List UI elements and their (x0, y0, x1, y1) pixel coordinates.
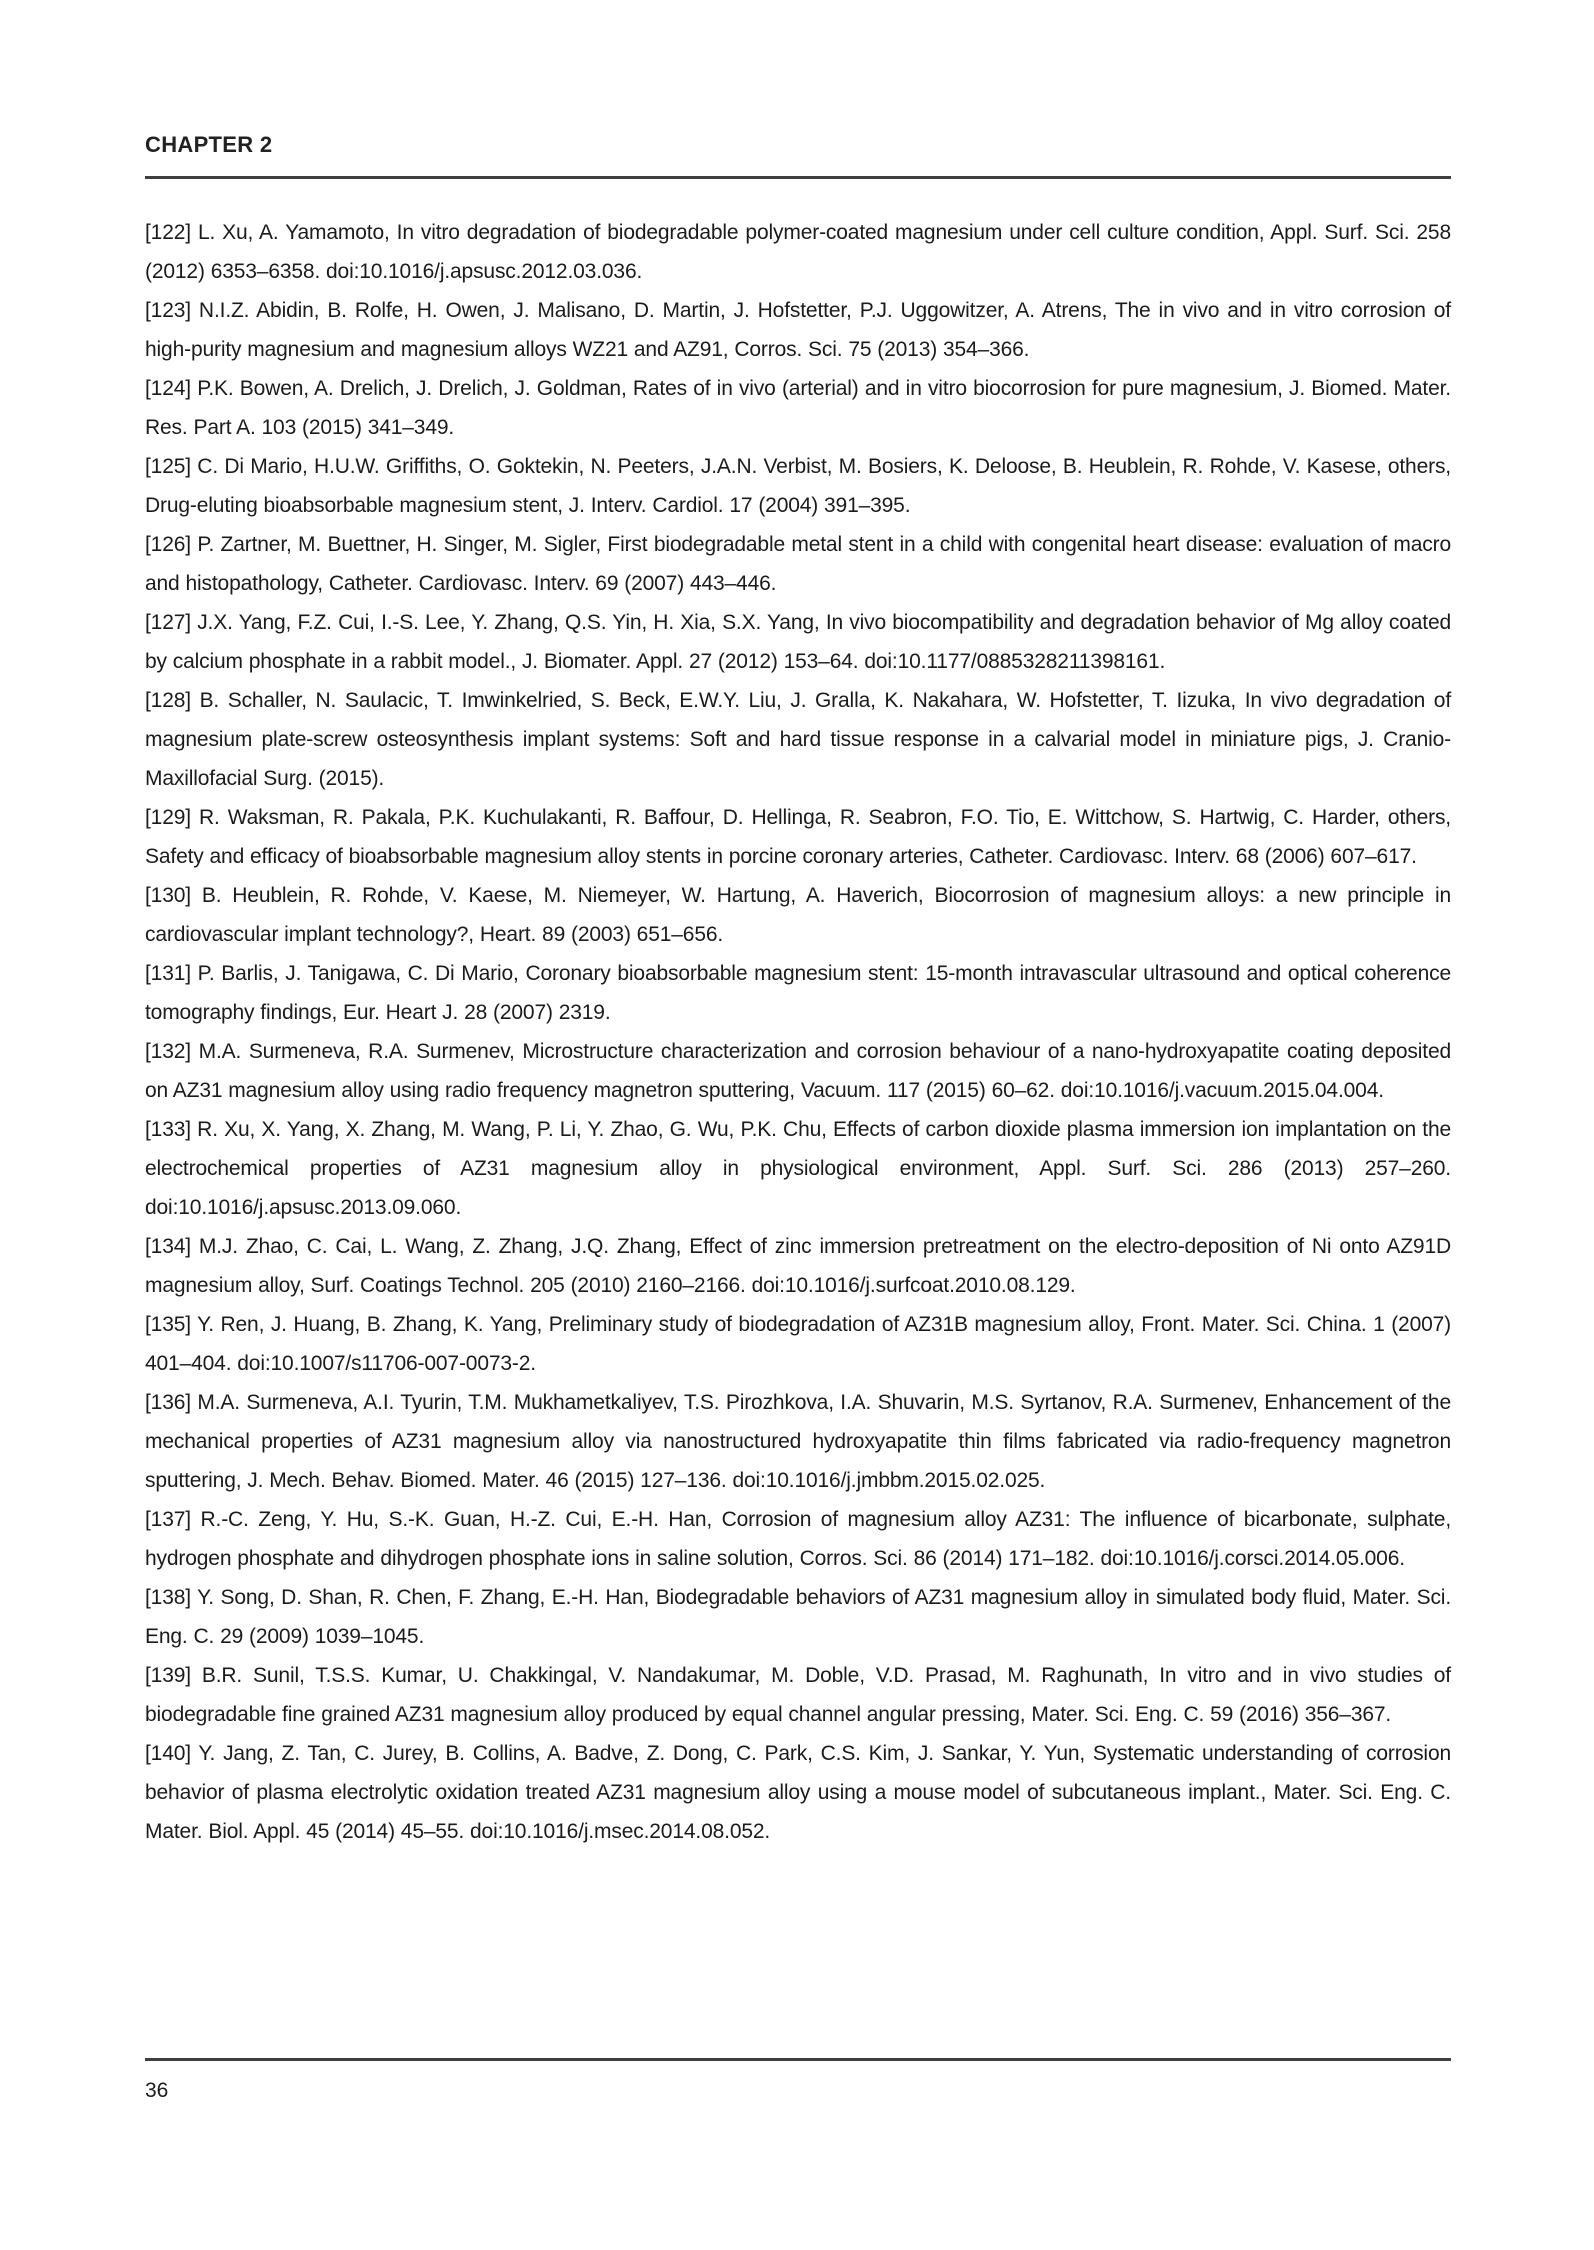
reference-item: [125] C. Di Mario, H.U.W. Griffiths, O. Goktekin, N. Peeters, J.A.N. Verbist, M. Bosiers, K. Deloose, B. Heublein, R. Rohde, V. Kasese, others, Drug-eluting bioabsorbable magnesium stent, J. Interv. Cardiol. 17 (2004) 391–395. (145, 455, 1451, 517)
chapter-header: CHAPTER 2 (145, 132, 273, 157)
reference-item: [135] Y. Ren, J. Huang, B. Zhang, K. Yang, Preliminary study of biodegradation of AZ31B magnesium alloy, Front. Mater. Sci. China. 1 (2007) 401–404. doi:10.1007/s11706-007-0073-2. (145, 1313, 1451, 1375)
reference-item: [134] M.J. Zhao, C. Cai, L. Wang, Z. Zhang, J.Q. Zhang, Effect of zinc immersion pretreatment on the electro-deposition of Ni onto AZ91D magnesium alloy, Surf. Coatings Technol. 205 (2010) 2160–2166. doi:10.1016/j.surfcoat.2010.08.129. (145, 1235, 1451, 1297)
reference-item: [140] Y. Jang, Z. Tan, C. Jurey, B. Collins, A. Badve, Z. Dong, C. Park, C.S. Kim, J. Sankar, Y. Yun, Systematic understanding of corrosion behavior of plasma electrolytic oxidation treated AZ31 magnesium alloy using a mouse model of subcutaneous implant., Mater. Sci. Eng. C. Mater. Biol. Appl. 45 (2014) 45–55. doi:10.1016/j.msec.2014.08.052. (145, 1742, 1451, 1843)
reference-item: [136] M.A. Surmeneva, A.I. Tyurin, T.M. Mukhametkaliyev, T.S. Pirozhkova, I.A. Shuvarin, M.S. Syrtanov, R.A. Surmenev, Enhancement of the mechanical properties of AZ31 magnesium alloy via nanostructured hydroxyapatite thin films fabricated via radio-frequency magnetron sputtering, J. Mech. Behav. Biomed. Mater. 46 (2015) 127–136. doi:10.1016/j.jmbbm.2015.02.025. (145, 1391, 1451, 1492)
reference-item: [132] M.A. Surmeneva, R.A. Surmenev, Microstructure characterization and corrosion behaviour of a nano-hydroxyapatite coating deposited on AZ31 magnesium alloy using radio frequency magnetron sputtering, Vacuum. 117 (2015) 60–62. doi:10.1016/j.vacuum.2015.04.004. (145, 1040, 1451, 1102)
page-number: 36 (145, 2079, 169, 2102)
reference-item: [122] L. Xu, A. Yamamoto, In vitro degradation of biodegradable polymer-coated magnesium under cell culture condition, Appl. Surf. Sci. 258 (2012) 6353–6358. doi:10.1016/j.apsusc.2012.03.036. (145, 221, 1451, 283)
reference-item: [124] P.K. Bowen, A. Drelich, J. Drelich, J. Goldman, Rates of in vivo (arterial) and in vitro biocorrosion for pure magnesium, J. Biomed. Mater. Res. Part A. 103 (2015) 341–349. (145, 377, 1451, 439)
reference-item: [137] R.-C. Zeng, Y. Hu, S.-K. Guan, H.-Z. Cui, E.-H. Han, Corrosion of magnesium alloy AZ31: The influence of bicarbonate, sulphate, hydrogen phosphate and dihydrogen phosphate ions in saline solution, Corros. Sci. 86 (2014) 171–182. doi:10.1016/j.corsci.2014.05.006. (145, 1508, 1451, 1570)
reference-item: [131] P. Barlis, J. Tanigawa, C. Di Mario, Coronary bioabsorbable magnesium stent: 15-month intravascular ultrasound and optical coherence tomography findings, Eur. Heart J. 28 (2007) 2319. (145, 962, 1451, 1024)
reference-item: [127] J.X. Yang, F.Z. Cui, I.-S. Lee, Y. Zhang, Q.S. Yin, H. Xia, S.X. Yang, In vivo biocompatibility and degradation behavior of Mg alloy coated by calcium phosphate in a rabbit model., J. Biomater. Appl. 27 (2012) 153–64. doi:10.1177/0885328211398161. (145, 611, 1451, 673)
reference-item: [128] B. Schaller, N. Saulacic, T. Imwinkelried, S. Beck, E.W.Y. Liu, J. Gralla, K. Nakahara, W. Hofstetter, T. Iizuka, In vivo degradation of magnesium plate-screw osteosynthesis implant systems: Soft and hard tissue response in a calvarial model in miniature pigs, J. Cranio-Maxillofacial Surg. (2015). (145, 689, 1451, 790)
reference-item: [133] R. Xu, X. Yang, X. Zhang, M. Wang, P. Li, Y. Zhao, G. Wu, P.K. Chu, Effects of carbon dioxide plasma immersion ion implantation on the electrochemical properties of AZ31 magnesium alloy in physiological environment, Appl. Surf. Sci. 286 (2013) 257–260. doi:10.1016/j.apsusc.2013.09.060. (145, 1118, 1451, 1219)
page-content (145, 0, 1451, 1851)
reference-item: [139] B.R. Sunil, T.S.S. Kumar, U. Chakkingal, V. Nandakumar, M. Doble, V.D. Prasad, M. Raghunath, In vitro and in vivo studies of biodegradable fine grained AZ31 magnesium alloy produced by equal channel angular pressing, Mater. Sci. Eng. C. 59 (2016) 356–367. (145, 1664, 1451, 1726)
reference-item: [123] N.I.Z. Abidin, B. Rolfe, H. Owen, J. Malisano, D. Martin, J. Hofstetter, P.J. Uggowitzer, A. Atrens, The in vivo and in vitro corrosion of high-purity magnesium and magnesium alloys WZ21 and AZ91, Corros. Sci. 75 (2013) 354–366. (145, 299, 1451, 361)
footer-rule (145, 2058, 1451, 2061)
reference-item: [126] P. Zartner, M. Buettner, H. Singer, M. Sigler, First biodegradable metal stent in a child with congenital heart disease: evaluation of macro and histopathology, Catheter. Cardiovasc. Interv. 69 (2007) 443–446. (145, 533, 1451, 595)
reference-item: [129] R. Waksman, R. Pakala, P.K. Kuchulakanti, R. Baffour, D. Hellinga, R. Seabron, F.O. Tio, E. Wittchow, S. Hartwig, C. Harder, others, Safety and efficacy of bioabsorbable magnesium alloy stents in porcine coronary arteries, Catheter. Cardiovasc. Interv. 68 (2006) 607–617. (145, 806, 1451, 868)
references-list (145, 213, 1451, 1851)
page-footer (145, 2058, 1451, 2103)
reference-item: [138] Y. Song, D. Shan, R. Chen, F. Zhang, E.-H. Han, Biodegradable behaviors of AZ31 magnesium alloy in simulated body fluid, Mater. Sci. Eng. C. 29 (2009) 1039–1045. (145, 1586, 1451, 1648)
header-rule (145, 176, 1451, 179)
reference-item: [130] B. Heublein, R. Rohde, V. Kaese, M. Niemeyer, W. Hartung, A. Haverich, Biocorrosion of magnesium alloys: a new principle in cardiovascular implant technology?, Heart. 89 (2003) 651–656. (145, 884, 1451, 946)
